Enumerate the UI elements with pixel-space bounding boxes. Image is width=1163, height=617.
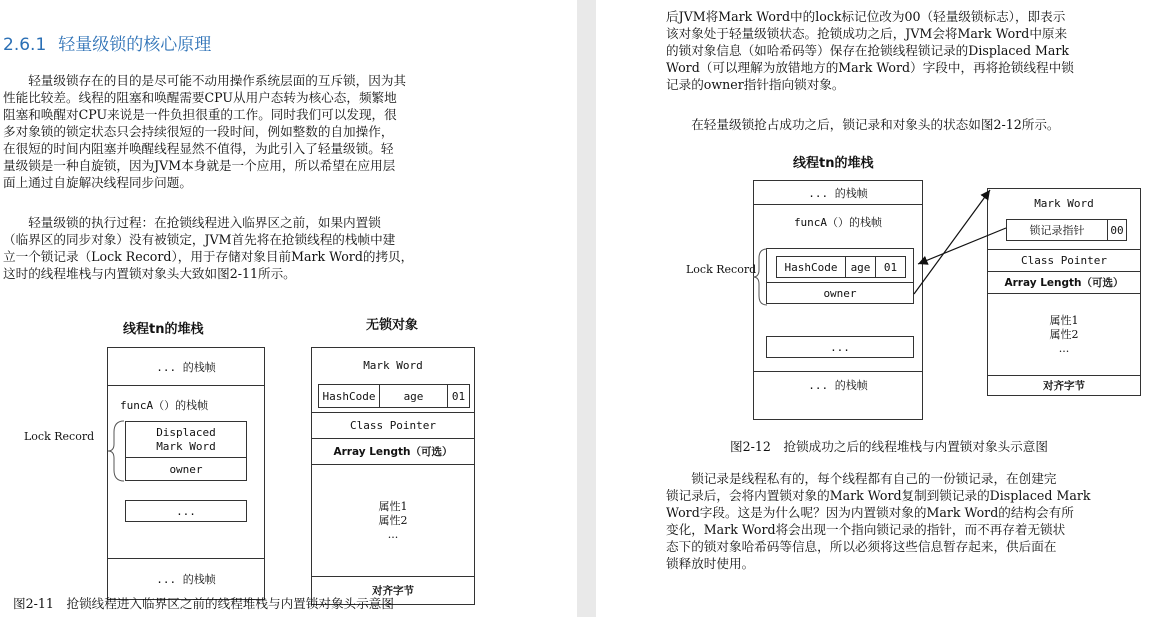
text-line: 在很短的时间内阻塞并唤醒线程显然不值得，为此引入了轻量级锁。轻 [3,141,394,156]
text-line: 立一个锁记录（Lock Record），用于存储对象目前Mark Word的拷贝， [3,249,414,264]
left-paragraph-2 [3,214,500,282]
lock-record-box [125,421,247,481]
text-line: Word字段。这是为什么呢？因为内置锁对象的Mark Word的结构会有所 [666,505,1074,520]
right-paragraph-1 [666,8,1156,93]
record-age: age [845,257,875,277]
stack-ellipsis-box-2 [766,336,914,358]
text-line: 变化，Mark Word将会出现一个指向锁记录的指针，而不再存着无锁状 [666,522,1066,537]
class-pointer-2: Class Pointer [988,249,1140,271]
text-line: 轻量级锁的执行过程：在抢锁线程进入临界区之前，如果内置锁 [28,215,381,230]
attribute-2: 属性2 [1049,327,1079,341]
padding-bytes: 对齐字节 [312,576,474,604]
lock-record-label-2: Lock Record [686,263,757,276]
text-line: 量级锁是一种自旋锁，因为JVM本身就是一个应用，所以希望在应用层 [3,158,396,173]
text-line: 锁记录是线程私有的，每个线程都有自己的一份锁记录，在创建完 [691,471,1057,486]
object-attributes [312,464,474,576]
attribute-ellipsis: ... [1058,341,1070,355]
owner-field: owner [169,462,203,476]
class-pointer: Class Pointer [312,412,474,438]
age-field: age [379,385,447,407]
lock-bits-00: 00 [1107,220,1126,240]
attribute-1: 属性1 [1049,313,1079,327]
figure-2-12-arrows [896,180,1026,320]
displaced-line: Displaced [156,425,216,439]
text-line: 后JVM将Mark Word中的lock标记位改为00（轻量级锁标志），即表示 [666,9,1066,24]
stack-bottom-frame-2: ... 的栈帧 [754,371,922,397]
lock-record-brace-2 [741,248,769,306]
owner-to-object-arrow [914,190,990,294]
record-mark-word-fields [776,256,906,278]
lock-record-label: Lock Record [24,430,95,443]
text-line: Word（可以理解为放错地方的Mark Word）字段中，再将抢锁线程中锁 [666,60,1074,75]
displaced-line: Mark Word [156,439,216,453]
section-heading [3,30,223,55]
owner-field-2: owner [767,282,913,303]
text-line: 这时的线程堆栈与内置锁对象头大致如图2-11所示。 [3,266,296,281]
stack-bottom-frame: ... 的栈帧 [108,558,264,599]
text-line: 性能比较差。线程的阻塞和唤醒需要CPU从用户态转为核心态，频繁地 [3,90,397,105]
attribute-2: 属性2 [378,513,408,527]
record-lock-bits: 01 [875,257,905,277]
array-length-2: Array Length（可选） [988,271,1140,293]
left-paragraph-1 [3,72,500,191]
figure-2-12-stack-title: 线程tn的堆栈 [793,156,874,171]
stack-ellipsis-box [125,500,247,522]
right-page [596,0,1163,617]
mark-word-label: Mark Word [363,358,423,372]
padding-bytes-2: 对齐字节 [988,375,1140,395]
lock-record-brace [90,420,126,482]
right-paragraph-3 [666,470,1156,572]
right-paragraph-2 [666,116,1156,133]
text-line: （临界区的同步对象）没有被锁定，JVM首先将在抢锁线程的栈帧中建 [3,232,396,247]
attribute-1: 属性1 [378,499,408,513]
ellipsis: ... [830,340,850,354]
text-line: 记录的owner指针指向锁对象。 [666,77,845,92]
text-line: 面上通过自旋解决线程同步问题。 [3,175,192,190]
text-line: 锁记录后，会将内置锁对象的Mark Word复制到锁记录的Displaced Mark [666,488,1091,503]
section-title: 轻量级锁的核心原理 [58,35,212,55]
text-line: 多对象锁的锁定状态只会持续很短的一段时间，例如整数的自加操作， [3,124,394,139]
text-line: 阻塞和唤醒对CPU来说是一件负担很重的工作。同时我们可以发现，很 [3,107,397,122]
left-page [0,0,577,617]
pointer-to-lock-record-arrow [918,228,1006,264]
stack-top-frame-2: ... 的栈帧 [754,181,922,205]
array-length: Array Length（可选） [312,438,474,464]
hashcode-field: HashCode [322,389,376,403]
figure-caption-2-11: 图2-11 抢锁线程进入临界区之前的线程堆栈与内置锁对象头示意图 [13,596,394,611]
record-hashcode: HashCode [784,260,838,274]
attribute-ellipsis: ... [387,527,399,541]
figure-caption-2-12: 图2-12 抢锁成功之后的线程堆栈与内置锁对象头示意图 [730,439,1048,454]
lock-record-pointer: 锁记录指针 [1029,224,1085,237]
stack-top-frame: ... 的栈帧 [108,348,264,386]
text-line: 的锁对象信息（如哈希码等）保存在抢锁线程锁记录的Displaced Mark [666,43,1070,58]
lock-bits-field: 01 [447,385,469,407]
text-line: 锁释放时使用。 [666,556,755,571]
func-frame-2: funcA（）的栈帧 [793,216,883,229]
mark-word-fields [318,384,470,408]
text-line: 轻量级锁存在的目的是尽可能不动用操作系统层面的互斥锁，因为其 [28,73,406,88]
text-line: 态下的锁对象哈希码等信息，所以必须将这些信息暂存起来，供后面在 [666,539,1057,554]
ellipsis: ... [176,504,196,518]
text-line: 在轻量级锁抢占成功之后，锁记录和对象头的状态如图2-12所示。 [691,117,1060,132]
text-line: 该对象处于轻量级锁状态。抢锁成功之后，JVM会将Mark Word中原来 [666,26,1068,41]
mark-word-label-2: Mark Word [1034,196,1094,210]
figure-stack-title: 线程tn的堆栈 [123,322,204,337]
figure-object-title: 无锁对象 [366,318,419,333]
func-frame: funcA（）的栈帧 [120,399,209,412]
section-number: 2.6.1 [3,35,47,55]
displaced-mark-word [126,422,246,458]
